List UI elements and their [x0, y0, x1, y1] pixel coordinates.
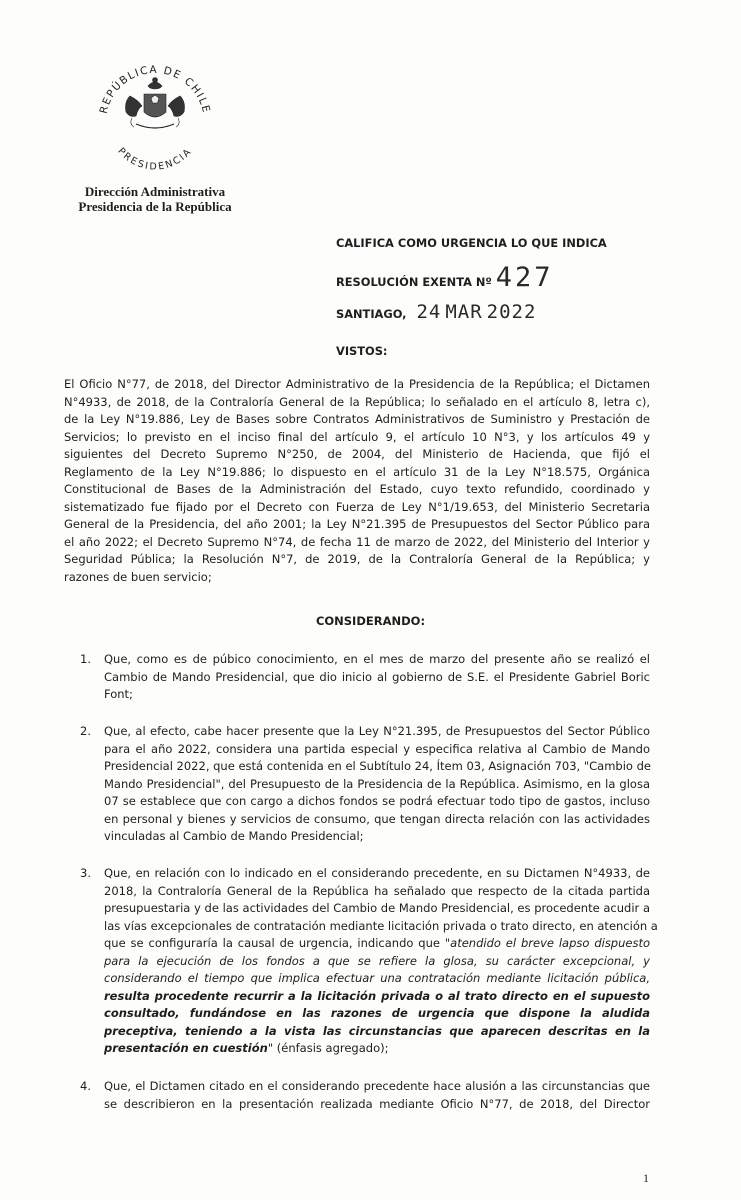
- text-line: General de la Presidencia, del año 2001; la Ley N°21.395 de Presupuestos del Sector Público para: [64, 517, 650, 531]
- text-line: 2018, la Contraloría General de la República ha señalado que respecto de la citada partida: [104, 883, 650, 898]
- date-line: [336, 301, 536, 323]
- text-line: Cambio de Mando Presidencial, que dio inicio al gobierno de S.E. el Presidente Gabriel Boric: [104, 669, 650, 684]
- text-line: Que, al efecto, cabe hacer presente que la Ley N°21.395, de Presupuestos del Sector Público: [104, 724, 650, 738]
- text-line: N°4933, de 2018, de la Contraloría General de la República; lo señalado en el artículo 8, letra c),: [64, 394, 650, 409]
- text-line: [104, 1040, 650, 1058]
- text-line: Mando Presidencial", del Presupuesto de la Presidencia de la República. Asimismo, en la glosa: [104, 776, 650, 791]
- page-number: 1: [643, 1171, 649, 1185]
- svg-text:REPÚBLICA DE CHILE: REPÚBLICA DE CHILE: [97, 63, 213, 115]
- quote-text: considerando el tiempo que implica efectuar una contratación mediante licitación pública,: [104, 971, 650, 985]
- text-line: Que, en relación con lo indicado en el considerando precedente, en su Dictamen N°4933, de: [104, 866, 650, 880]
- resolution-number-line: [336, 262, 554, 293]
- item-number: 3.: [80, 866, 91, 880]
- resolution-title: CALIFICA COMO URGENCIA LO QUE INDICA: [336, 236, 607, 250]
- vistos-heading: VISTOS:: [336, 344, 388, 358]
- considerando-item-2: [104, 723, 650, 846]
- org-line-1: Dirección Administrativa: [84, 184, 226, 199]
- text-line: sistematizado fue fijado por el Decreto con Fuerza de Ley N°1/19.653, del Ministerio Secretaria: [64, 499, 650, 514]
- text-line: en personal y bienes y servicios de consumo, que tengan directa relación con las actividades: [104, 811, 650, 826]
- date-year: 2022: [486, 301, 537, 323]
- text-line: las vías excepcionales de contratación mediante licitación privada o trato directo, en atención a: [104, 918, 658, 933]
- text-line: Seguridad Pública; la Resolución N°7, de 2019, de la Contraloría General de la República; y: [64, 552, 650, 566]
- republic-seal-emblem: [88, 52, 222, 180]
- text-line: razones de buen servicio;: [64, 569, 212, 584]
- city-label: SANTIAGO,: [336, 307, 407, 321]
- date-month: MAR: [445, 301, 483, 323]
- text-line: 07 se establece que con cargo a dichos fondos se podrá efectuar todo tipo de gastos, incluso: [104, 794, 650, 808]
- emphasis-text: consultado, fundándose en las razones de urgencia que dispone la aludida: [104, 1006, 650, 1020]
- text-line: el año 2022; el Decreto Supremo N°74, de fecha 11 de marzo de 2022, del Ministerio del Interior y: [64, 534, 650, 549]
- emphasis-text: preceptiva, teniendo a la vista las circunstancias que aparecen descritas en la: [104, 1023, 650, 1038]
- quote-text: "atendido el breve lapso dispuesto: [444, 936, 651, 950]
- text-line: de la Ley N°19.886, Ley de Bases sobre Contratos Administrativos de Suministro y Prestación de: [64, 412, 650, 426]
- item-number: 4.: [80, 1079, 91, 1093]
- considerando-item-4: [104, 1078, 650, 1113]
- emphasis-text: presentación en cuestión: [104, 1041, 268, 1055]
- text-segment: que se configuraría la causal de urgencia, indicando que: [104, 936, 440, 950]
- text-line: Constitucional de Bases de la Administración del Estado, cuyo texto refundido, coordinado y: [64, 482, 650, 496]
- text-line: para el año 2022, considera una partida especial y especifica relativa al Cambio de Mando: [104, 741, 650, 756]
- item-number: 2.: [80, 724, 91, 738]
- text-line: Que, como es de púbico conocimiento, en el mes de marzo del presente año se realizó el: [104, 652, 650, 666]
- text-line: Que, el Dictamen citado en el considerando precedente hace alusión a las circunstancias que: [104, 1079, 650, 1093]
- org-line-2: Presidencia de la República: [78, 199, 232, 214]
- date-day: 24: [416, 301, 442, 323]
- text-line: se describieron en la presentación realizada mediante Oficio N°77, de 2018, del Director: [104, 1096, 650, 1111]
- issuing-office: [0, 184, 310, 214]
- text-line: siguientes del Decreto Supremo N°250, de 2004, del Ministerio de Hacienda, que fijó el: [64, 447, 650, 461]
- svg-text:PRESIDENCIA: PRESIDENCIA: [115, 145, 195, 173]
- vistos-paragraph: [64, 376, 650, 586]
- considerando-item-3: [104, 865, 658, 1058]
- text-line: vinculadas al Cambio de Mando Presidencial;: [104, 829, 364, 843]
- text-line: El Oficio N°77, de 2018, del Director Administrativo de la Presidencia de la República; el Dictamen: [64, 377, 650, 391]
- text-line: Presidencial 2022, que está contenida en el Subtítulo 24, Ítem 03, Asignación 703, "Cambio de: [104, 759, 651, 773]
- resolution-number: 427: [495, 262, 554, 293]
- quote-text: para la ejecución de los fondos a que se refiere la glosa, su carácter excepcional, y: [104, 953, 650, 968]
- considerando-heading: CONSIDERANDO:: [315, 614, 426, 628]
- text-line: [104, 935, 650, 953]
- text-segment: " (énfasis agregado);: [267, 1041, 389, 1055]
- text-line: Servicios; lo previsto en el inciso final del artículo 9, el artículo 10 N°3, y los artículos 49 y: [64, 429, 650, 444]
- considerando-item-1: [104, 651, 650, 704]
- text-line: Font;: [104, 687, 133, 701]
- text-line: presupuestaria y de las actividades del Cambio de Mando Presidencial, es procedente acudir a: [104, 901, 650, 915]
- text-line: Reglamento de la Ley N°19.886; lo dispuesto en el artículo 31 de la Ley N°18.575, Orgánica: [64, 464, 650, 479]
- item-number: 1.: [80, 652, 91, 666]
- resolution-label: RESOLUCIÓN EXENTA Nº: [336, 275, 492, 289]
- emphasis-text: resulta procedente recurrir a la licitación privada o al trato directo en el supuesto: [104, 988, 650, 1003]
